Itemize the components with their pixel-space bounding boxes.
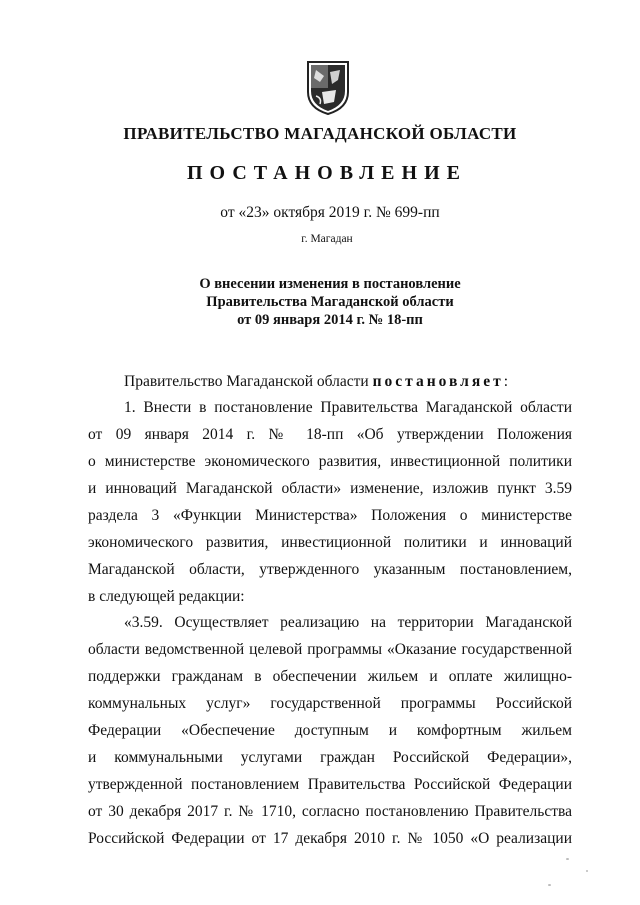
scan-speck xyxy=(586,870,588,872)
document-subject xyxy=(0,275,640,329)
document-date-number: от «23» октября 2019 г. № 699-пп xyxy=(220,204,440,221)
document-city: г. Магадан xyxy=(301,233,353,245)
intro-verb: постановляет xyxy=(372,373,504,390)
body-line: области ведомственной целевой программы «Оказание государственной xyxy=(88,641,572,658)
subject-line: О внесении изменения в постановление xyxy=(199,276,461,292)
body-line: раздела 3 «Функции Министерства» Положения о министерстве xyxy=(88,507,572,524)
intro-suffix: : xyxy=(503,373,509,390)
body-line: и инноваций Магаданской области» изменение, изложив пункт 3.59 xyxy=(88,480,572,497)
subject-line: Правительства Магаданской области xyxy=(206,294,454,310)
body-line: 1. Внести в постановление Правительства Магаданской области xyxy=(124,399,572,416)
body-line: и коммунальными услугами граждан Российской Федерации», xyxy=(88,749,572,766)
body-line: коммунальных услуг» государственной программы Российской xyxy=(88,695,572,712)
body-line: Магаданской области, утвержденного указанным постановлением, xyxy=(88,561,572,578)
body-line: экономического развития, инвестиционной политики и инноваций xyxy=(88,534,572,551)
subject-line: от 09 января 2014 г. № 18-пп xyxy=(237,312,423,328)
intro-line xyxy=(88,372,572,392)
body-line: Российской Федерации от 17 декабря 2010 г. № 1050 «О реализации xyxy=(88,830,572,847)
body-line: утвержденной постановлением Правительства Российской Федерации xyxy=(88,776,572,793)
body-line: в следующей редакции: xyxy=(88,588,245,605)
body-line: о министерстве экономического развития, инвестиционной политики xyxy=(88,453,572,470)
scan-speck xyxy=(566,858,569,860)
body-line: поддержки гражданам в обеспечении жильем и оплате жилищно- xyxy=(88,668,572,685)
document-type: ПОСТАНОВЛЕНИЕ xyxy=(187,162,467,184)
coat-of-arms-emblem xyxy=(302,58,354,116)
body-line: от 09 января 2014 г. № 18-пп «Об утверждении Положения xyxy=(88,426,572,443)
body-line: от 30 декабря 2017 г. № 1710, согласно постановлению Правительства xyxy=(88,803,572,820)
government-title: ПРАВИТЕЛЬСТВО МАГАДАНСКОЙ ОБЛАСТИ xyxy=(123,124,517,143)
scan-speck xyxy=(548,884,551,886)
body-line: «3.59. Осуществляет реализацию на территории Магаданской xyxy=(124,614,572,631)
body-line: Федерации «Обеспечение доступным и комфортным жильем xyxy=(88,722,572,739)
intro-prefix: Правительство Магаданской области xyxy=(124,373,373,390)
